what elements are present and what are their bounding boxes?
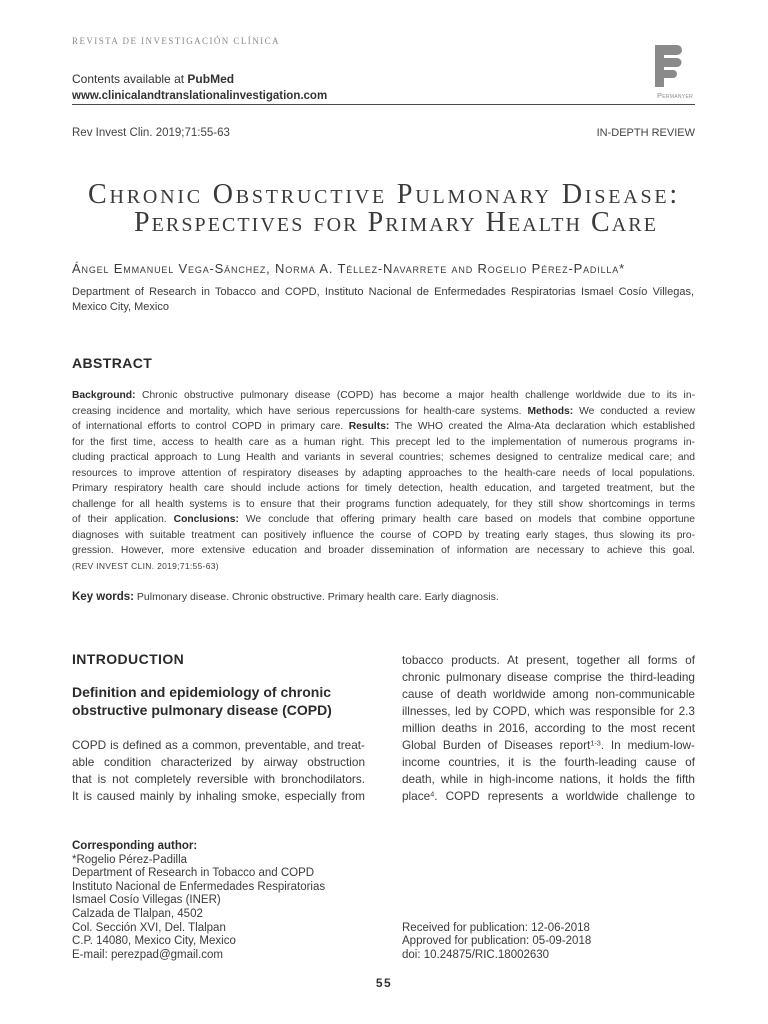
line-text: able condition characterized by airway obstruction [72, 754, 365, 769]
journal-website-link[interactable]: www.clinicalandtranslationalinvestigation.com [72, 90, 328, 102]
line-text: chronic pulmonary disease comprise the third-leading [402, 669, 695, 684]
email-label: E-mail: [72, 948, 111, 961]
line-text: gression. However, more extensive education and broader dissemination of information are necessary to achieve this goal. [72, 545, 695, 556]
keywords-label: Key words: [72, 591, 134, 603]
reference-superscript: 1-3 [590, 737, 601, 747]
body-line [402, 754, 695, 771]
body-line [402, 737, 695, 754]
journal-name: REVISTA DE INVESTIGACIÓN CLÍNICA [72, 36, 280, 46]
line-text: for the first time, access to health care as a human right. This precept led to the implementation of numerous programs in- [72, 436, 695, 448]
received-date: Received for publication: 12-06-2018 [402, 921, 590, 934]
abstract-heading: ABSTRACT [72, 355, 153, 371]
subsection-heading-line: Definition and epidemiology of chronic [72, 684, 332, 700]
line-text: resources to improve attention of respiratory diseases by adapting approaches to the health-care needs of local populations. [72, 467, 695, 479]
abstract-line [72, 512, 695, 528]
permanyer-logo-icon [655, 45, 685, 87]
affiliation [72, 285, 694, 315]
doi-link[interactable]: doi: 10.24875/RIC.18002630 [402, 948, 550, 961]
line-text: The WHO created the Alma-Ata declaration which established [389, 421, 695, 432]
body-column-left [72, 737, 365, 805]
subsection-heading [72, 683, 332, 719]
line-text: cluding practical approach to Lung Health and variants in several countries; schemes designed to centralize medical care; and [72, 452, 695, 463]
contents-availability [72, 71, 234, 87]
line-text: We conducted a review [573, 405, 695, 417]
publisher-name: Permanyer [656, 91, 693, 100]
abstract-line [72, 466, 695, 482]
line-text: It is caused mainly by inhaling smoke, especially from [72, 788, 365, 803]
section-label: Methods: [527, 405, 574, 417]
section-label: Results: [348, 421, 390, 432]
body-line [72, 737, 365, 754]
section-label: Conclusions: [173, 514, 239, 525]
section-label: Background: [72, 390, 136, 401]
correspondence-line: C.P. 14080, Mexico City, Mexico [72, 935, 236, 948]
correspondence-line: Col. Sección XVI, Del. Tlalpan [72, 921, 226, 934]
article-title-line: Chronic Obstructive Pulmonary Disease: [88, 179, 680, 210]
abstract-line [72, 543, 695, 559]
article-type-label: IN-DEPTH REVIEW [596, 127, 695, 139]
line-text: challenge for all health systems is to ensure that their programs function adequately, for they still show shortcomings in terms [72, 498, 695, 510]
abstract-line [72, 388, 695, 404]
line-text: cause of death worldwide among non-communicable [402, 686, 695, 701]
correspondence-line: Calzada de Tlalpan, 4502 [72, 907, 203, 920]
contents-prefix: Contents available at [72, 72, 188, 86]
body-line [402, 720, 695, 737]
body-line [402, 771, 695, 788]
article-citation: Rev Invest Clin. 2019;71:55-63 [72, 127, 230, 139]
line-text: income countries, it is the fourth-leading cause of [402, 754, 695, 769]
abstract-line [72, 497, 695, 513]
reference-superscript: 4 [430, 788, 435, 798]
pubmed-link[interactable]: PubMed [187, 72, 235, 86]
affiliation-line: Department of Research in Tobacco and COPD, Instituto Nacional de Enfermedades Respiratorias Ismael Cosío Villegas, [72, 286, 694, 298]
correspondence-line: Instituto Nacional de Enfermedades Respiratorias [72, 880, 326, 893]
body-line [402, 669, 695, 686]
publication-dates [402, 922, 591, 963]
abstract-line [72, 404, 695, 420]
correspondence-line: *Rogelio Pérez-Padilla [72, 853, 188, 866]
body-line [72, 771, 365, 788]
line-text: Chronic obstructive pulmonary disease (COPD) has become a major health challenge worldwide due to its in- [135, 390, 695, 401]
affiliation-line: Mexico City, Mexico [72, 301, 169, 313]
line-text: place [402, 788, 431, 803]
article-title-line: Perspectives for Primary Health Care [134, 207, 658, 238]
body-column-right [402, 652, 695, 805]
corresponding-author-block [72, 840, 325, 962]
keywords-text: Pulmonary disease. Chronic obstructive. Primary health care. Early diagnosis. [134, 591, 499, 603]
page-number: 55 [375, 976, 393, 990]
email-link[interactable]: perezpad@gmail.com [110, 948, 224, 961]
line-text: that is not completely reversible with bronchodilators. [72, 771, 365, 786]
line-text: death, while in high-income nations, it holds the fifth [402, 771, 695, 786]
line-text: Primary respiratory health care should include actions for timely detection, health education, and targeted treatment, but the [72, 483, 695, 494]
correspondence-email-line [72, 949, 325, 963]
body-line [402, 788, 695, 805]
corresponding-author-label: Corresponding author: [72, 840, 198, 852]
author-list: Ángel Emmanuel Vega-Sánchez, Norma A. Téllez-Navarrete and Rogelio Pérez-Padilla* [72, 261, 625, 276]
keywords [72, 590, 499, 604]
line-text: million deaths in 2016, according to the most recent [402, 720, 695, 735]
line-text: . In medium-low- [600, 737, 695, 752]
line-text: We conclude that offering primary health care based on models that combine opportune [238, 514, 695, 525]
line-text: COPD is defined as a common, preventable, and treat- [72, 737, 365, 752]
line-text: tobacco products. At present, together all forms of [402, 652, 695, 667]
abstract-line [72, 528, 695, 544]
line-text: of their application. [72, 514, 174, 525]
abstract-citation: (REV INVEST CLIN. 2019;71:55-63) [72, 561, 219, 571]
line-text: illnesses, led by COPD, which was responsible for 2.3 [402, 703, 695, 718]
abstract-line [72, 435, 695, 451]
line-text: diagnoses with suitable treatment can positively influence the course of COPD by treating early stages, thus slowing its pro- [72, 529, 695, 541]
header-divider [72, 104, 695, 105]
body-line [402, 703, 695, 720]
line-text: Global Burden of Diseases report [402, 737, 591, 752]
body-line [72, 788, 365, 805]
line-text: of international efforts to control COPD in primary care. [72, 421, 349, 432]
body-line [402, 652, 695, 669]
line-text: . COPD represents a worldwide challenge to [434, 788, 695, 803]
abstract-line [72, 450, 695, 466]
correspondence-line: Ismael Cosío Villegas (INER) [72, 894, 221, 907]
abstract-body [72, 388, 695, 559]
approved-date: Approved for publication: 05-09-2018 [402, 935, 592, 948]
abstract-line [72, 481, 695, 497]
correspondence-line: Department of Research in Tobacco and COPD [72, 867, 315, 880]
section-heading-introduction: INTRODUCTION [72, 651, 185, 667]
abstract-line [72, 419, 695, 435]
subsection-heading-line: obstructive pulmonary disease (COPD) [72, 702, 332, 718]
body-line [402, 686, 695, 703]
line-text: creasing incidence and mortality, which have serious repercussions for health-care systems. [72, 405, 528, 417]
body-line [72, 754, 365, 771]
